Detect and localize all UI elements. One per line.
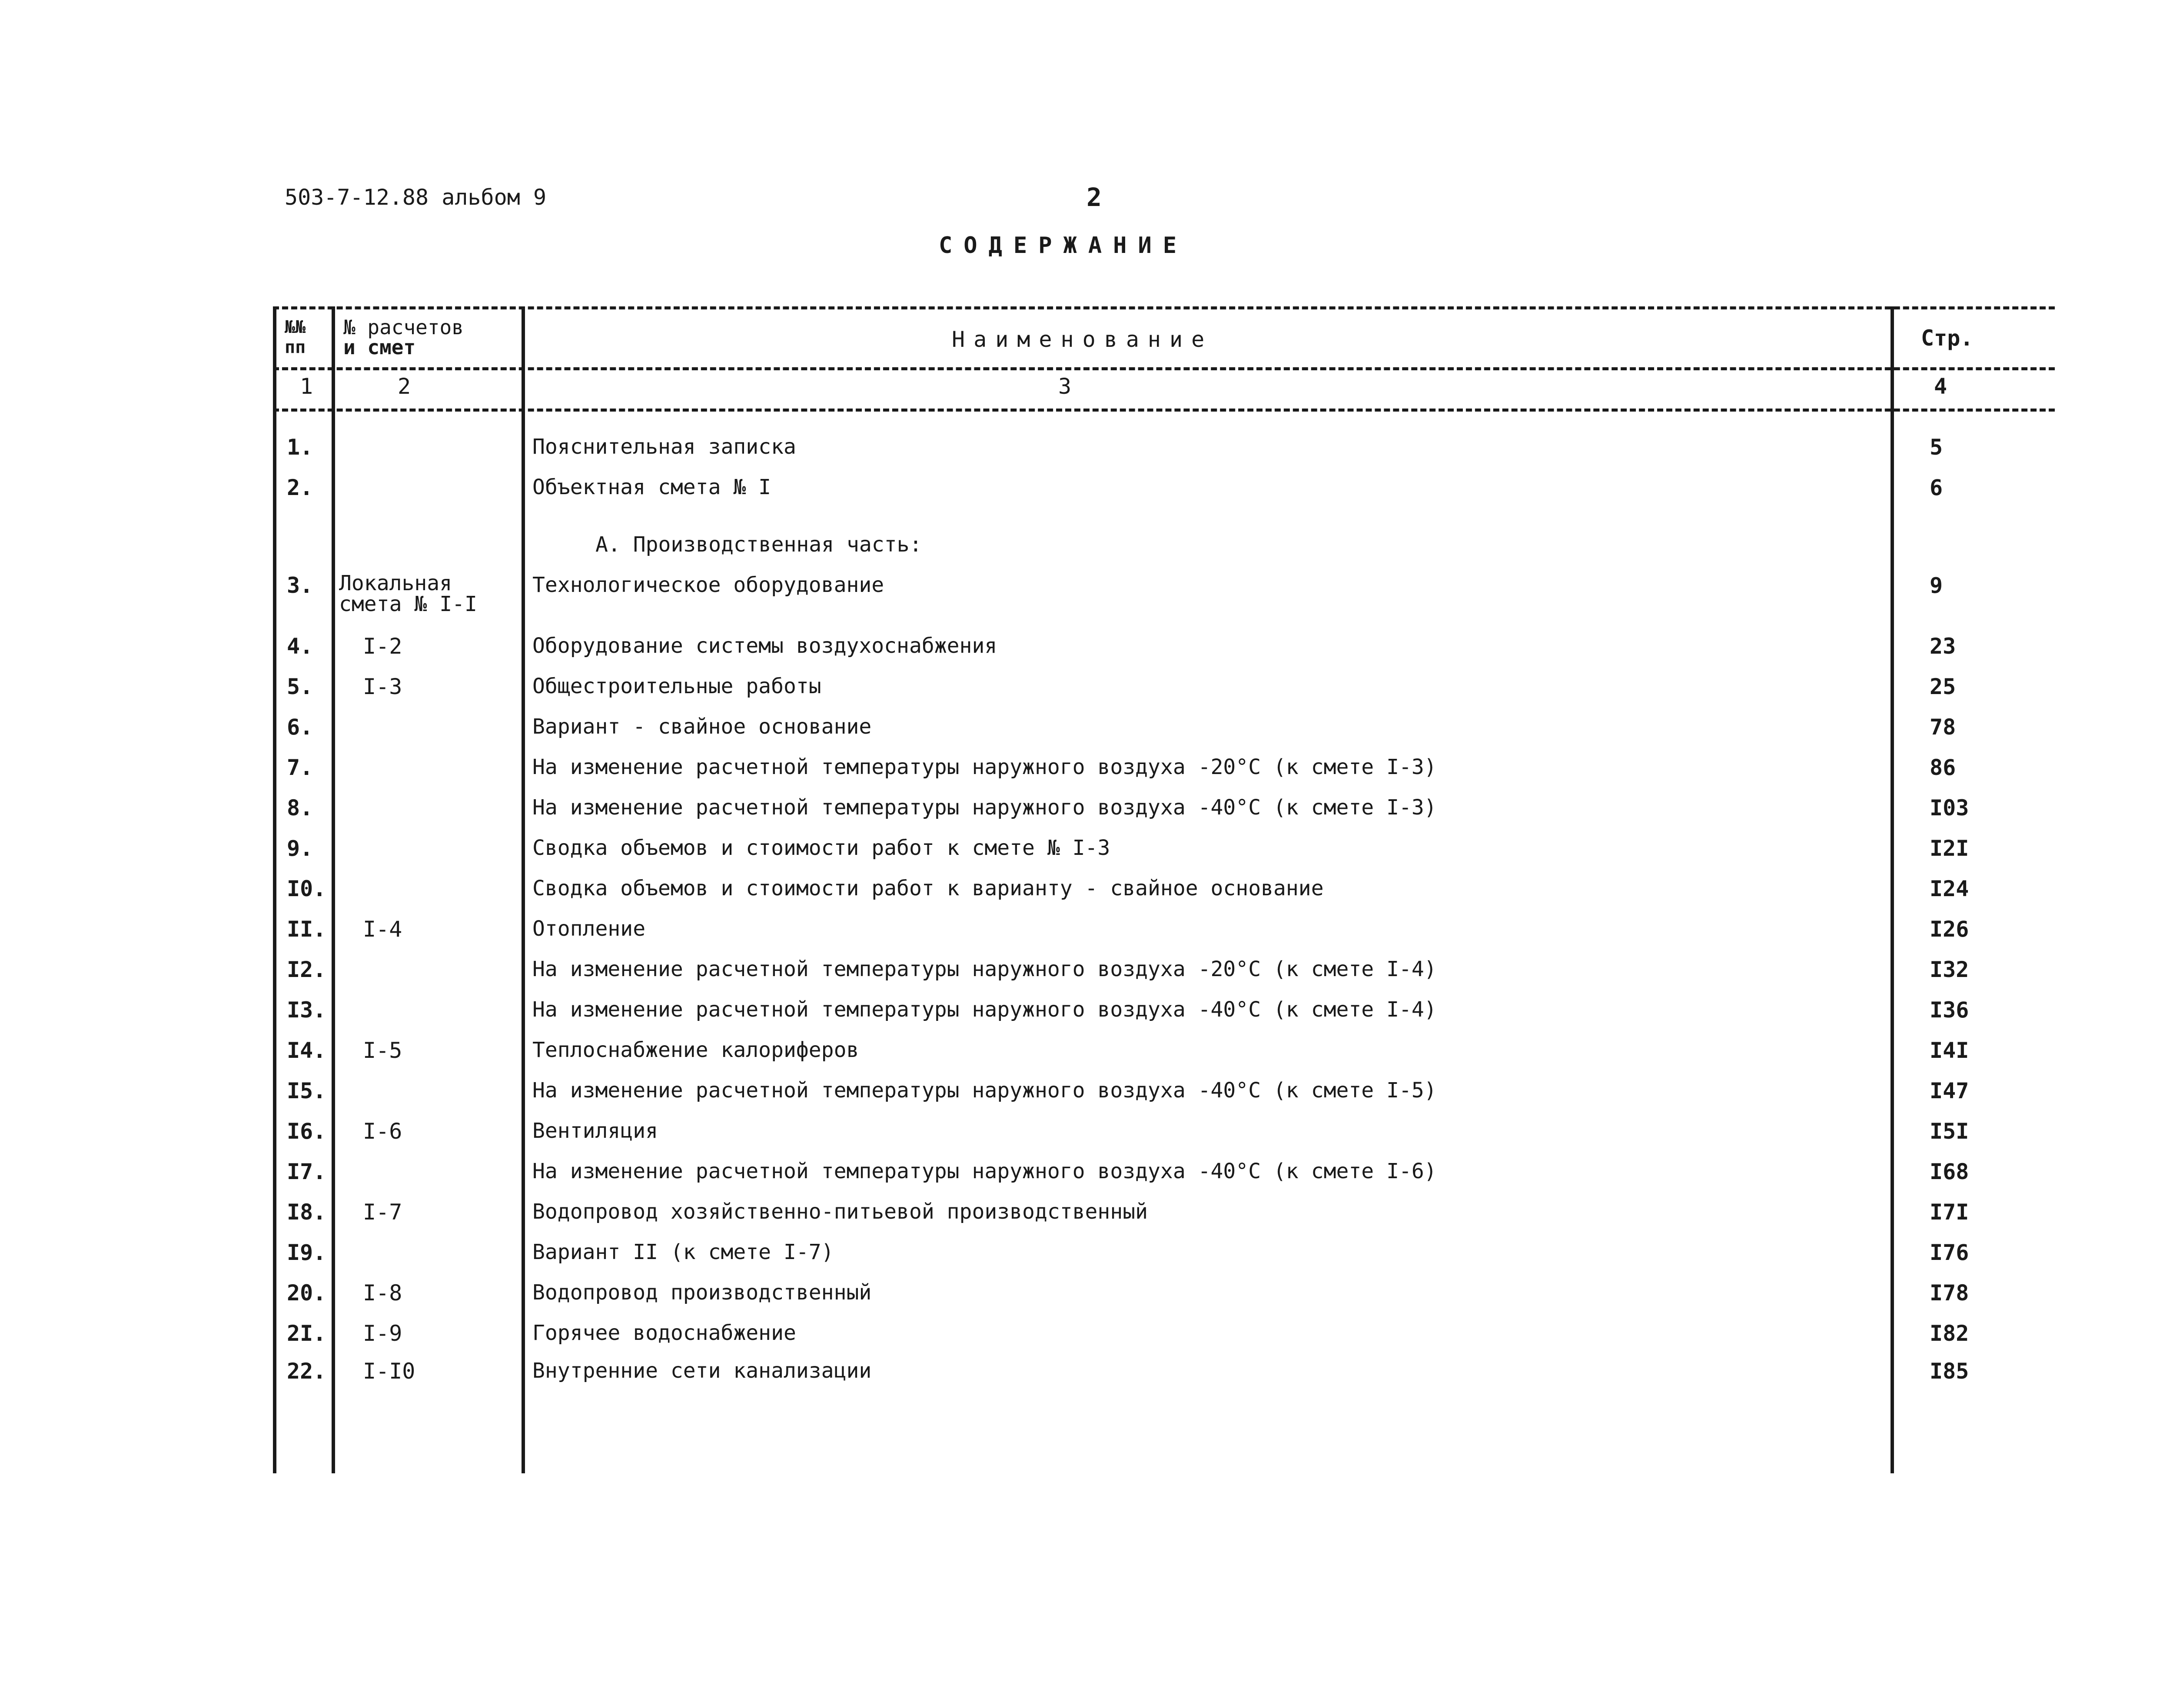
row-name: На изменение расчетной температуры наружного воздуха -40°С (к смете I-3) [532,795,1437,820]
row-name: Теплоснабжение калориферов [532,1038,859,1062]
row-page: I4I [1930,1038,1969,1063]
table-row [0,1078,2173,1113]
row-index: 22. [287,1359,326,1384]
table-row [0,714,2173,749]
section-heading: А. Производственная часть: [595,532,922,557]
column-header-name: Наименование [952,327,1213,352]
row-index: 1. [287,435,313,460]
row-page: I68 [1930,1159,1969,1184]
row-page: I5I [1930,1119,1969,1144]
document-code: 503-7-12.88 альбом 9 [285,185,547,210]
row-name: Общестроительные работы [532,674,821,698]
table-row [0,573,2173,608]
table-row [0,1200,2173,1234]
row-name: Внутренние сети канализации [532,1359,872,1383]
row-page: 6 [1930,475,1943,500]
row-index: 8. [287,795,313,821]
column-number-1: 1 [300,374,313,399]
table-row [0,475,2173,510]
row-page: 23 [1930,634,1956,659]
table-row [0,1038,2173,1073]
row-name: Сводка объемов и стоимости работ к варианту - свайное основание [532,876,1324,901]
row-name: На изменение расчетной температуры наружного воздуха -40°С (к смете I-4) [532,997,1437,1022]
row-page: I2I [1930,836,1969,861]
row-page: I32 [1930,957,1969,982]
row-name: На изменение расчетной температуры наружного воздуха -40°С (к смете I-5) [532,1078,1437,1103]
table-row [0,1119,2173,1153]
row-name: Вентиляция [532,1119,658,1143]
row-page: I7I [1930,1200,1969,1225]
row-page: 25 [1930,674,1956,699]
table-row [0,957,2173,992]
row-estimate: I-2 [363,634,402,659]
table-row [0,1159,2173,1194]
row-index: 2. [287,475,313,500]
column-number-3: 3 [1058,374,1072,399]
row-name: На изменение расчетной температуры наружного воздуха -40°С (к смете I-6) [532,1159,1437,1183]
row-index: 20. [287,1280,326,1306]
row-page: 86 [1930,755,1956,780]
row-index: I6. [287,1119,326,1144]
row-index: I2. [287,957,326,982]
row-page: I76 [1930,1240,1969,1265]
row-index: 4. [287,634,313,659]
row-estimate: I-7 [363,1200,402,1225]
table-row [0,795,2173,830]
row-estimate: I-9 [363,1321,402,1346]
row-page: I82 [1930,1321,1969,1346]
row-name: Оборудование системы воздухоснабжения [532,634,997,658]
table-row [0,755,2173,790]
row-index: 2I. [287,1321,326,1346]
column-header-index: №№ пп [285,317,306,357]
row-index: I7. [287,1159,326,1184]
column-header-page: Стр. [1921,326,1974,351]
row-page: I24 [1930,876,1969,901]
row-name: На изменение расчетной температуры наружного воздуха -20°С (к смете I-4) [532,957,1437,981]
row-name: Отопление [532,917,646,941]
table-row [0,1359,2173,1393]
row-estimate: I-8 [363,1280,402,1306]
row-index: I0. [287,876,326,901]
row-page: I03 [1930,795,1969,821]
table-row [0,997,2173,1032]
row-estimate: I-3 [363,674,402,699]
row-page: I47 [1930,1078,1969,1103]
row-index: 3. [287,573,313,598]
row-page: I26 [1930,917,1969,942]
table-row [0,917,2173,951]
row-name: Водопровод производственный [532,1280,872,1305]
row-name: Объектная смета № I [532,475,771,499]
row-3-estimate: Локальная смета № I-I [339,571,477,616]
row-estimate: I-5 [363,1038,402,1063]
row-index: 9. [287,836,313,861]
column-header-estimate: № расчетов и смет [343,316,464,359]
row-index: I9. [287,1240,326,1265]
row-index: I4. [287,1038,326,1063]
header-top-rule [273,306,2055,309]
row-page: 5 [1930,435,1943,460]
row-page: 78 [1930,714,1956,740]
table-row [0,1240,2173,1275]
table-row [0,634,2173,668]
row-name: На изменение расчетной температуры наружного воздуха -20°С (к смете I-3) [532,755,1437,779]
row-index: I3. [287,997,326,1023]
table-row [0,836,2173,871]
row-index: 6. [287,714,313,740]
page-title: СОДЕРЖАНИЕ [939,233,1188,259]
column-number-2: 2 [398,374,411,399]
row-name: Водопровод хозяйственно-питьевой производственный [532,1200,1148,1224]
row-page: 9 [1930,573,1943,598]
row-page: I78 [1930,1280,1969,1306]
table-row [0,435,2173,469]
column-number-4: 4 [1934,374,1947,399]
table-row [0,674,2173,709]
row-estimate: I-I0 [363,1359,415,1384]
row-page: I85 [1930,1359,1969,1384]
table-row [0,1321,2173,1356]
row-name: Технологическое оборудование [532,573,884,597]
row-estimate: I-4 [363,917,402,942]
header-mid-rule [273,367,2055,370]
row-index: I8. [287,1200,326,1225]
row-name: Горячее водоснабжение [532,1321,796,1345]
row-name: Сводка объемов и стоимости работ к смете № I-3 [532,836,1110,860]
row-index: I5. [287,1078,326,1103]
row-name: Вариант - свайное основание [532,714,872,739]
header-bottom-rule [273,409,2055,412]
row-name: Пояснительная записка [532,435,796,459]
table-row [0,1280,2173,1315]
row-name: Вариант II (к смете I-7) [532,1240,834,1264]
row-index: 5. [287,674,313,699]
row-index: II. [287,917,326,942]
page-number: 2 [1086,183,1102,212]
row-index: 7. [287,755,313,780]
table-row [0,876,2173,911]
row-page: I36 [1930,997,1969,1023]
row-estimate: I-6 [363,1119,402,1144]
